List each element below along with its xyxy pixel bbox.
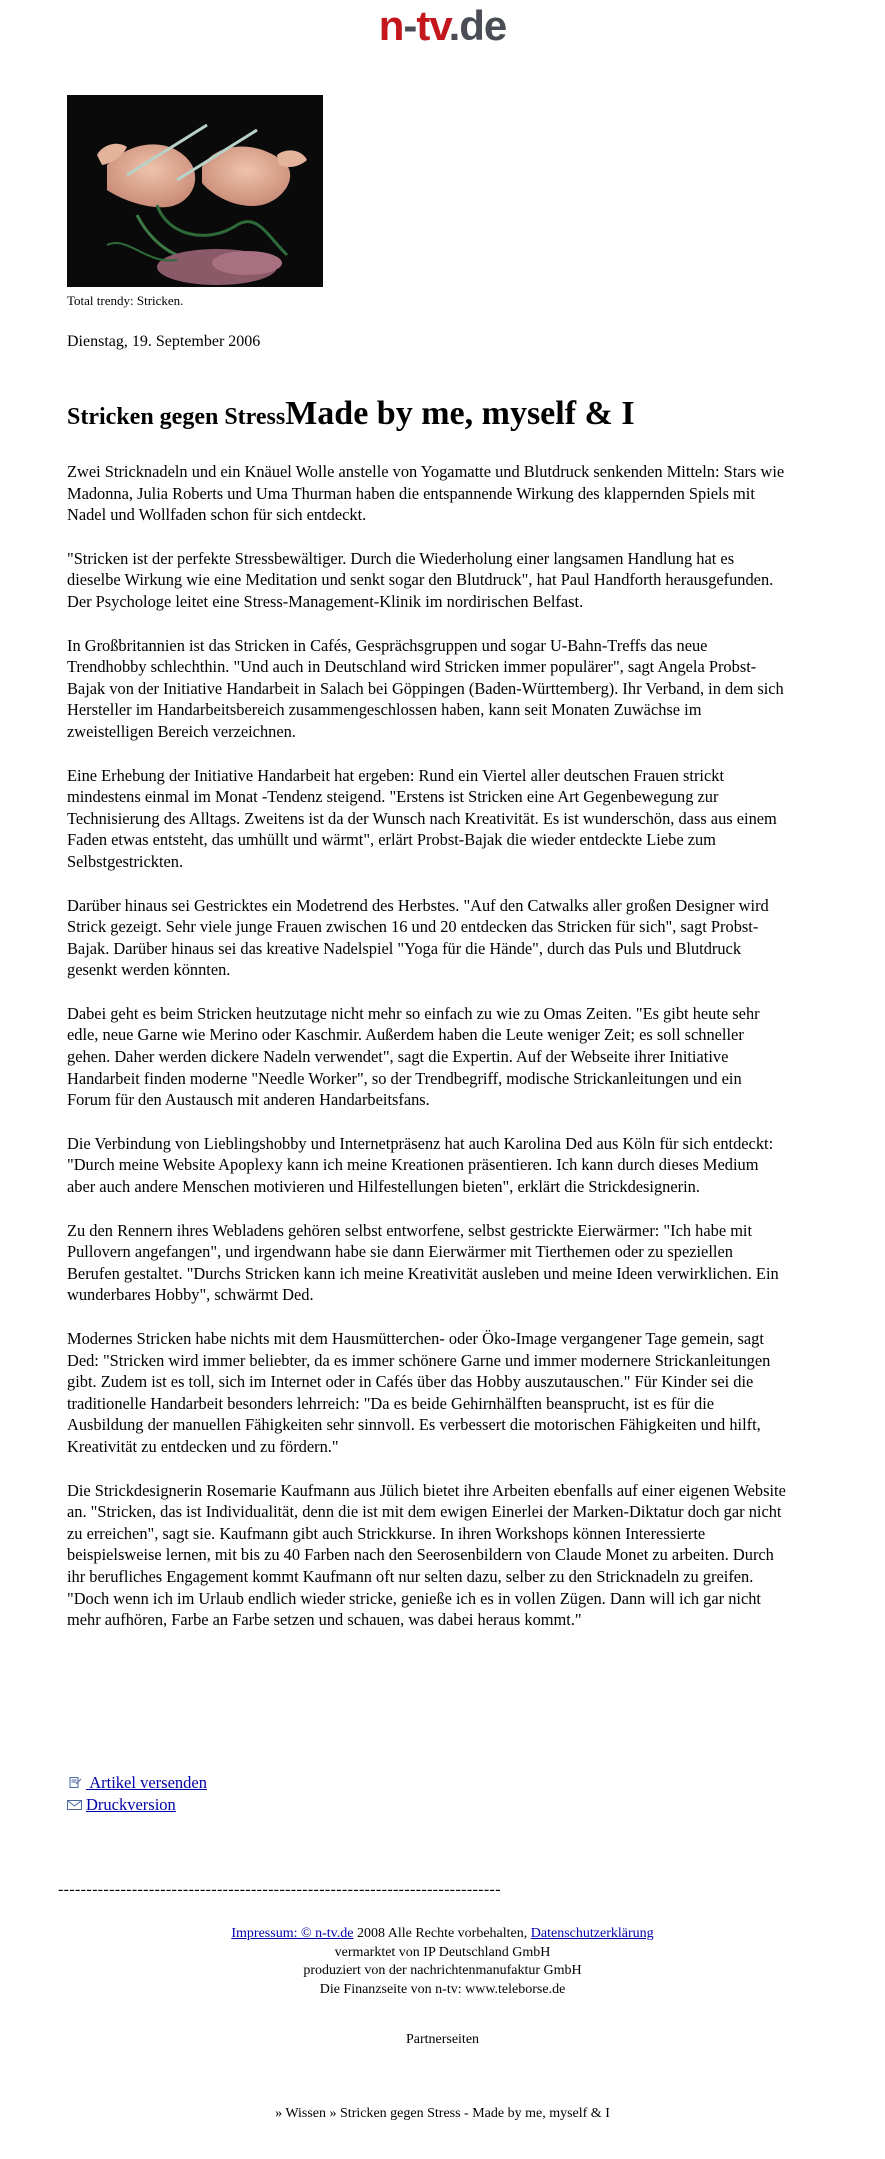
article-title: Made by me, myself & I (285, 395, 635, 432)
article-paragraph: Die Strickdesignerin Rosemarie Kaufmann aus Jülich bietet ihre Arbeiten ebenfalls auf einer eigenen Website an. "Stricken, das ist Individualität, denn die ist mit dem ewigen Einerlei der Marken-Diktatur doch gar nicht zu erreichen", sagt sie. Kaufmann gibt auch Strickkurse. In ihren Workshops können Interessierte beispielsweise lernen, mit bis zu 40 Farben nach den Seerosenbildern von Claude Monet zu arbeiten. Durch ihr berufliches Engagement kommt Kaufmann oft nur selten dazu, selber zu den Stricknadeln zu greifen. "Doch wenn ich im Urlaub endlich wieder stricke, genieße ich es in vollen Zügen. Dann will ich gar nicht mehr aufhören, Farbe an Farbe setzen und schauen, was dabei heraus kommt." (67, 1480, 786, 1630)
article-paragraph: Modernes Stricken habe nichts mit dem Hausmütterchen- oder Öko-Image vergangener Tage gemein, sagt Ded: "Stricken wird immer beliebter, da es immer schönere Garne und immer modernere Strickanleitungen gibt. Zudem ist es toll, sich im Internet oder in Cafés über das Hobby auszutauschen." Für Kinder sei die traditionelle Handarbeit besonders lehrreich: "Da es beide Gehirnhälften beansprucht, ist es für die Ausbildung der manuellen Fähigkeiten sehr sinnvoll. Es verbessert die motorischen Fähigkeiten und hilft, Kreativität zu entdecken und zu fördern." (67, 1329, 771, 1456)
logo-tld: .de (448, 2, 507, 49)
knitting-hands-image (67, 95, 323, 287)
print-version-row (67, 1794, 207, 1816)
print-version-link[interactable]: Druckversion (86, 1795, 176, 1814)
send-article-icon[interactable] (67, 1777, 82, 1789)
article-paragraph: In Großbritannien ist das Stricken in Cafés, Gesprächsgruppen und sogar U-Bahn-Treffs das neue Trendhobby schlechthin. "Und auch in Deutschland wird Stricken immer populärer", sagt Angela Probst-Bajak von der Initiative Handarbeit in Salach bei Göppingen (Baden-Württemberg). Ihr Verband, in dem sich Hersteller im Handarbeitsbereich zusammengeschlossen haben, kann seit Monaten Zuwächse im zweistelligen Bereich verzeichnen. (67, 635, 784, 741)
logo-part-n: n (378, 2, 404, 49)
footer-line-1 (0, 1925, 885, 1944)
send-article-link[interactable]: Artikel versenden (86, 1773, 207, 1792)
article-paragraph: Die Verbindung von Lieblingshobby und Internetpräsenz hat auch Karolina Ded aus Köln für sich entdeckt: "Durch meine Website Apoplexy kann ich meine Kreationen präsentieren. Ich kann durch dieses Medium aber auch andere Menschen motivieren und Hilfestellungen bieten", erklärt die Strickdesignerin. (67, 1133, 774, 1197)
impressum-link[interactable]: Impressum: © n-tv.de (231, 1926, 354, 1941)
breadcrumb: » Wissen » Stricken gegen Stress - Made by me, myself & I (275, 2106, 610, 2121)
logo-part-tv: tv (416, 2, 449, 49)
site-footer (0, 1925, 885, 1999)
footer-divider: ------------------------------------------------------------------------------ (58, 1881, 501, 1898)
privacy-link[interactable]: Datenschutzerklärung (530, 1926, 654, 1941)
article-actions (67, 1772, 207, 1816)
envelope-icon[interactable] (67, 1799, 82, 1811)
article-paragraph: "Stricken ist der perfekte Stressbewältiger. Durch die Wiederholung einer langsamen Handlung hat es dieselbe Wirkung wie eine Meditation und senkt sogar den Blutdruck", hat Paul Handforth herausgefunden. Der Psychologe leitet eine Stress-Management-Klinik im nordirischen Belfast. (67, 548, 774, 611)
article-paragraph: Zwei Stricknadeln und ein Knäuel Wolle anstelle von Yogamatte und Blutdruck senkenden Mitteln: Stars wie Madonna, Julia Roberts und Uma Thurman haben die entspannende Wirkung des klappernden Spiels mit Nadel und Wollfaden schon für sich entdeckt. (67, 462, 785, 525)
article-headline (67, 395, 635, 433)
footer-line-2: vermarktet von IP Deutschland GmbH (334, 1944, 551, 1960)
footer-line-3: produziert von der nachrichtenmanufaktur GmbH (303, 1963, 582, 1978)
article-paragraph: Dabei geht es beim Stricken heutzutage nicht mehr so einfach zu wie zu Omas Zeiten. "Es gibt heute sehr edle, neue Garne wie Merino oder Kaschmir. Außerdem haben die Leute weniger Zeit; es soll schneller gehen. Daher werden dickere Nadeln verwendet", sagt die Expertin. Auf der Webseite ihrer Initiative Handarbeit finden moderne "Needle Worker", so der Trendbegriff, modische Strickanleitungen und ein Forum für den Austausch mit anderen Handarbeitsfans. (67, 1003, 760, 1110)
article-kicker: Stricken gegen Stress (67, 404, 286, 430)
partner-sites: Partnerseiten (405, 2032, 480, 2047)
rights-text: 2008 Alle Rechte vorbehalten, (353, 1926, 531, 1941)
article-paragraph: Eine Erhebung der Initiative Handarbeit hat ergeben: Rund ein Viertel aller deutschen Frauen strickt mindestens einmal im Monat -Tendenz steigend. "Erstens ist Stricken eine Art Gegenbewegung zur Technisierung des Alltags. Zweitens ist da der Wunsch nach Kreativität. Es ist wunderschön, dass aus einem Faden etwas entsteht, das umhüllt und wärmt", erlärt Probst-Bajak die wieder entdeckte Liebe zum Selbstgestrickten. (67, 765, 777, 871)
article-paragraph: Darüber hinaus sei Gestricktes ein Modetrend des Herbstes. "Auf den Catwalks aller großen Designer wird Strick gezeigt. Sehr viele junge Frauen zwischen 16 und 20 entdecken das Stricken für sich", sagt Probst-Bajak. Darüber hinaus sei das kreative Nadelspiel "Yoga für die Hände", durch das Puls und Blutdruck gesenkt werden könnten. (67, 895, 769, 980)
article-date: Dienstag, 19. September 2006 (67, 333, 261, 350)
photo-caption: Total trendy: Stricken. (67, 293, 184, 308)
footer-line-4: Die Finanzseite von n-tv: www.teleborse.de (319, 1981, 566, 1997)
article-body (67, 461, 787, 1653)
article-paragraph: Zu den Rennern ihres Webladens gehören selbst entworfene, selbst gestrickte Eierwärmer: "Ich habe mit Pullovern angefangen", und irgendwann habe sie dann Eierwärmer mit Tierthemen oder zu speziellen Berufen gestaltet. "Durchs Stricken kann ich meine Kreativität ausleben und meine Ideen verwirklichen. Ein wunderbares Hobby", schwärmt Ded. (67, 1220, 779, 1305)
send-article-row (67, 1772, 207, 1794)
logo-separator: - (403, 2, 417, 49)
article-photo (67, 95, 323, 287)
ntv-logo[interactable] (0, 2, 885, 50)
